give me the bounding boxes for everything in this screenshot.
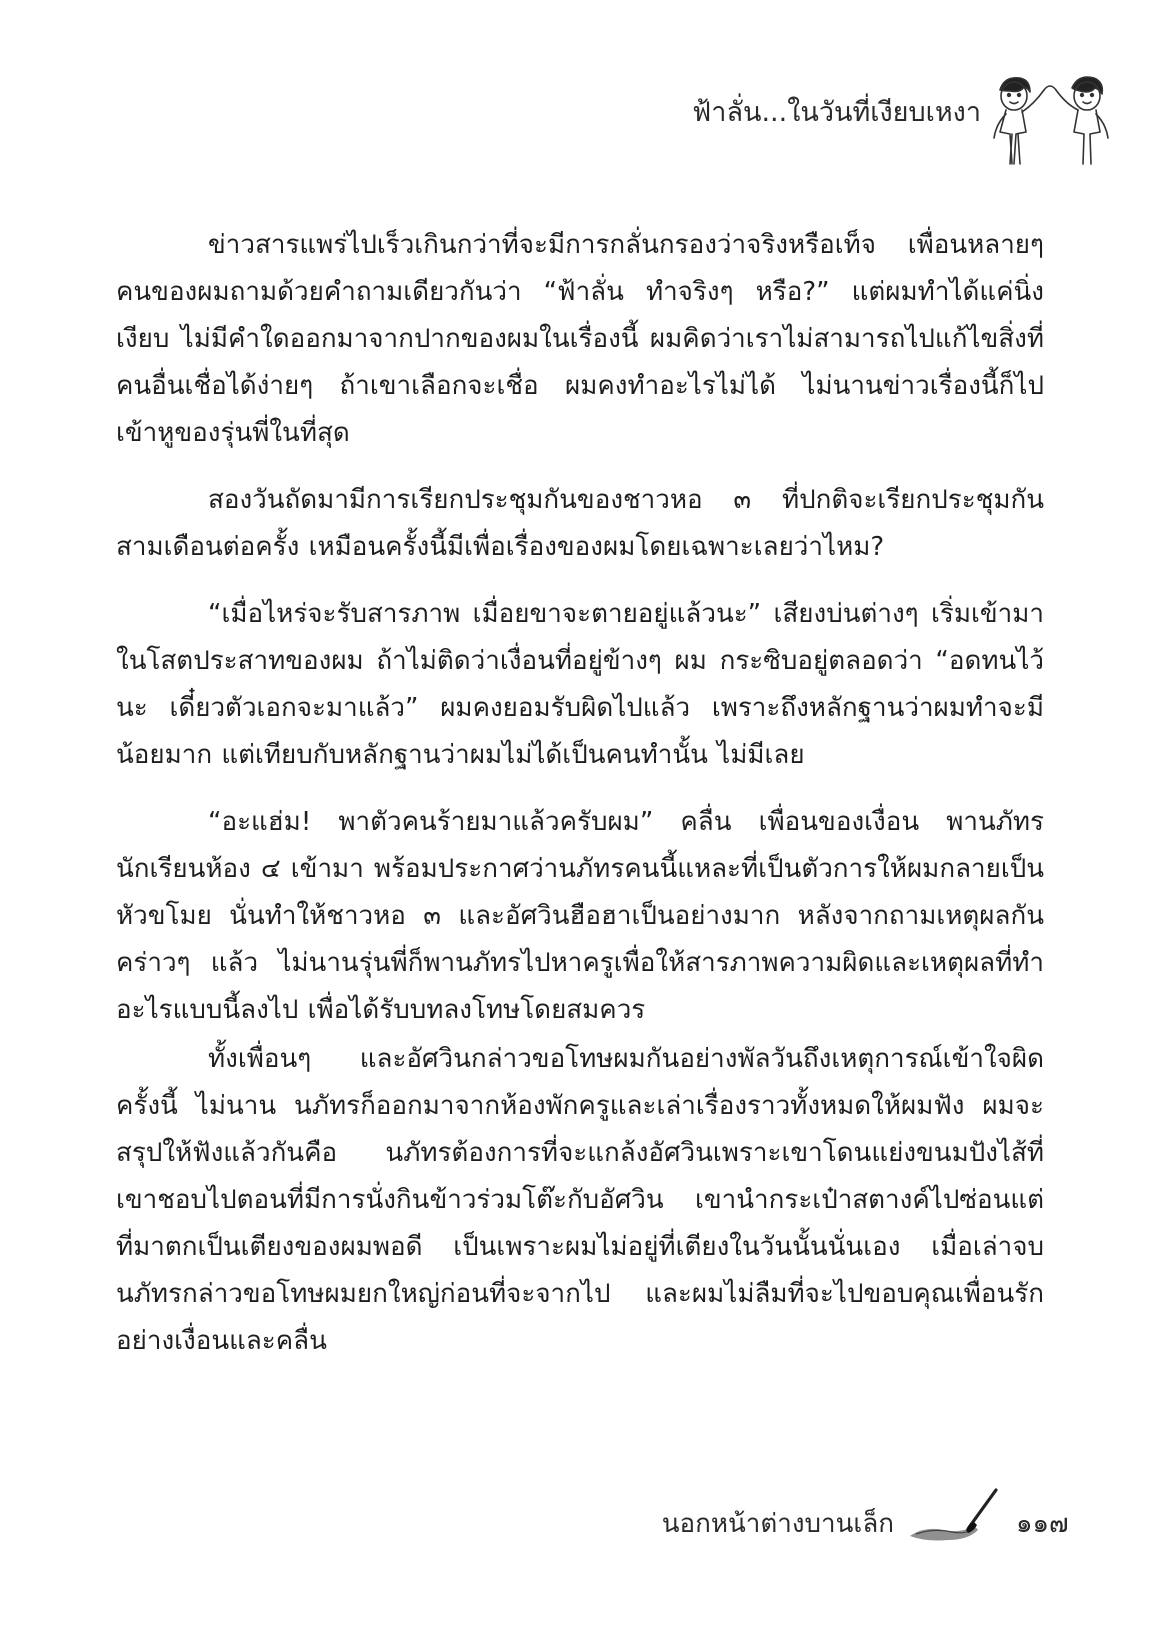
paragraph: “เมื่อไหร่จะรับสารภาพ เมื่อยขาจะตายอยู่แล้วนะ” เสียงบ่นต่างๆ เริ่มเข้ามาในโสตประสาทของผม ถ้าไม่ติดว่าเงื่อนที่อยู่ข้างๆ ผม กระซิบอยู่ตลอดว่า “อดทนไว้นะ เดี๋ยวตัวเอกจะมาแล้ว” ผมคงยอมรับผิดไปแล้ว เพราะถึงหลักฐานว่าผมทำจะมีน้อยมาก แต่เทียบกับหลักฐานว่าผมไม่ได้เป็นคนทำนั้น ไม่มีเลย	[116, 599, 1044, 770]
paragraph: “อะแฮ่ม! พาตัวคนร้ายมาแล้วครับผม” คลื่น เพื่อนของเงื่อน พานภัทรนักเรียนห้อง ๔ เข้ามา พร้อมประกาศว่านภัทรคนนี้แหละที่เป็นตัวการให้ผมกลายเป็นหัวขโมย นั่นทำให้ชาวหอ ๓ และอัศวินฮือฮาเป็นอย่างมาก หลังจากถามเหตุผลกันคร่าวๆ แล้ว ไม่นานรุ่นพี่ก็พานภัทรไปหาครูเพื่อให้สารภาพความผิดและเหตุผลที่ทำอะไรแบบนี้ลงไป เพื่อได้รับบทลงโทษโดยสมควร	[116, 807, 1044, 1025]
page-number: ๑๑๗	[1016, 1509, 1069, 1539]
paragraph: สองวันถัดมามีการเรียกประชุมกันของชาวหอ ๓ ที่ปกติจะเรียกประชุมกันสามเดือนต่อครั้ง เหมือนครั้งนี้มีเพื่อเรื่องของผมโดยเฉพาะเลยว่าไหม?	[116, 485, 1044, 562]
paragraph: ข่าวสารแพร่ไปเร็วเกินกว่าที่จะมีการกลั่นกรองว่าจริงหรือเท็จ เพื่อนหลายๆ คนของผมถามด้วยคำถามเดียวกันว่า “ฟ้าลั่น ทำจริงๆ หรือ?” แต่ผมทำได้แค่นิ่งเงียบ ไม่มีคำใดออกมาจากปากของผมในเรื่องนี้ ผมคิดว่าเราไม่สามารถไปแก้ไขสิ่งที่คนอื่นเชื่อได้ง่ายๆ ถ้าเขาเลือกจะเชื่อ ผมคงทำอะไรไม่ได้ ไม่นานข่าวเรื่องนี้ก็ไปเข้าหูของรุ่นพี่ในที่สุด	[116, 230, 1044, 448]
chapter-title: ฟ้าลั่น...ในวันที่เงียบเหงา	[692, 97, 981, 128]
two-boys-high-five-icon	[986, 70, 1118, 166]
paintbrush-icon	[906, 1486, 1002, 1544]
paragraph: ทั้งเพื่อนๆ และอัศวินกล่าวขอโทษผมกันอย่างพัลวันถึงเหตุการณ์เข้าใจผิดครั้งนี้ ไม่นาน นภัทรก็ออกมาจากห้องพักครูและเล่าเรื่องราวทั้งหมดให้ผมฟัง ผมจะสรุปให้ฟังแล้วกันคือ นภัทรต้องการที่จะแกล้งอัศวินเพราะเขาโดนแย่งขนมปังไส้ที่เขาชอบไปตอนที่มีการนั่งกินข้าวร่วมโต๊ะกับอัศวิน เขานำกระเป๋าสตางค์ไปซ่อนแต่ที่มาตกเป็นเตียงของผมพอดี เป็นเพราะผมไม่อยู่ที่เตียงในวันนั้นนั่นเอง เมื่อเล่าจบนภัทรกล่าวขอโทษผมยกใหญ่ก่อนที่จะจากไป และผมไม่ลืมที่จะไปขอบคุณเพื่อนรักอย่างเงื่อนและคลื่น	[116, 1044, 1044, 1356]
chapter-body	[116, 222, 1044, 1365]
book-title: นอกหน้าต่างบานเล็ก	[661, 1509, 894, 1539]
